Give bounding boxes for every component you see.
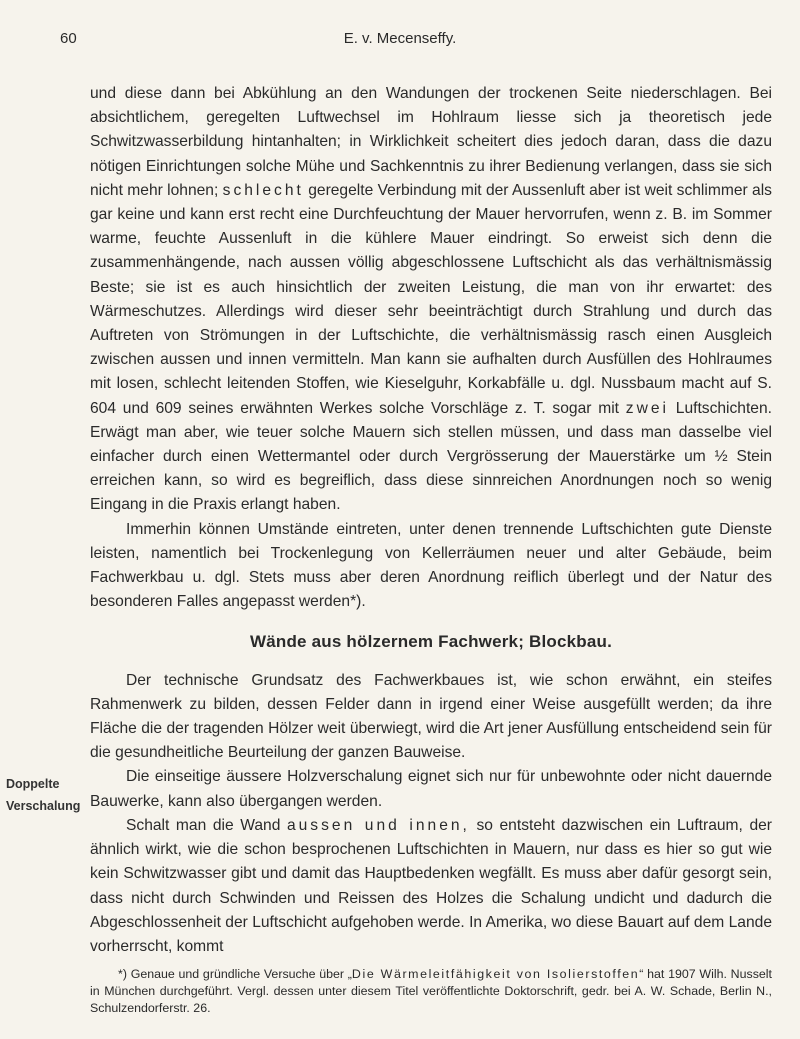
running-title: E. v. Mecenseffy. (343, 30, 457, 47)
page-number: 60 (60, 30, 77, 47)
emphasis-spaced: Die Wärmeleitfähigkeit von Isolierstoffen (351, 967, 640, 981)
margin-note: Doppelte Verschalung (6, 777, 81, 813)
page-header (60, 30, 740, 54)
emphasis-spaced: schlecht (222, 181, 304, 199)
paragraph: Die einseitige äussere Holzverschalung eignet sich nur für unbewohnte oder nicht dauernde Bauwerke, kann also übergangen werden. (90, 768, 772, 810)
paragraph: Schalt man die Wand aussen und innen, so entsteht dazwischen ein Luftraum, der ähnlich wirkt, wie die schon besprochenen Luftschichten in Mauern, nur dass es hier so gut wie kein Schwitzwasser gibt und damit das Hauptbedenken wegfällt. Es muss aber dafür gesorgt sein, dass nicht durch Schwinden und Reissen des Holzes die Schalung undicht und dadurch die Abgeschlossenheit der Luftschicht aufgehoben werde. In Amerika, wo diese Bauart auf dem Lande vorherrscht, kommt (90, 816, 772, 955)
footnote: *) Genaue und gründliche Versuche über „Die Wärmeleitfähigkeit von Isolierstoffen“ hat 1907 Wilh. Nusselt in München durchgeführt. Vergl. dessen unter diesem Titel veröffentlichte Doktorschrift, gedr. bei A. W. Schade, Berlin N., Schulzendorferstr. 26. (90, 967, 772, 1015)
emphasis-spaced: aussen und innen, (286, 816, 470, 834)
paragraph: Immerhin können Umstände eintreten, unter denen trennende Luftschichten gute Dienste leisten, namentlich bei Trockenlegung von Kellerräumen neuer und alter Gebäude, beim Fachwerkbau u. dgl. Stets muss aber deren Anordnung reiflich überlegt und der Natur des besonderen Falles angepasst werden*). (90, 520, 772, 611)
paragraph: und diese dann bei Abkühlung an den Wandungen der trockenen Seite niederschlagen. Bei absichtlichem, geregelten Luftwechsel im Hohlraum liesse sich ja theoretisch jede Schwitzwasserbildung hintanhalten; in Wirklichkeit scheitert dies jedoch daran, dass die dazu nötigen Einrichtungen solche Mühe und Sachkenntnis zu ihrer Bedienung verlangen, dass sie sich nicht mehr lohnen; schlecht geregelte Verbindung mit der Aussenluft aber ist weit schlimmer als gar keine und kann erst recht eine Durchfeuchtung der Mauer hervorrufen, wenn z. B. im Sommer warme, feuchte Aussenluft in die kühlere Mauer eindringt. So erweist sich denn die zusammenhängende, nach aussen völlig abgeschlossene Luftschicht als das verhältnismässig Beste; sie ist es auch hinsichtlich der zweiten Leistung, die man von ihr erwartet: des Wärmeschutzes. Allerdings wird dieser sehr beeinträchtigt durch Strahlung und durch das Auftreten von Strömungen in der Luftschichte, die verhältnismässig rasch einen Ausgleich zwischen aussen und innen vermitteln. Man kann sie aufhalten durch Ausfüllen des Hohlraumes mit losen, schlecht leitenden Stoffen, wie Kieselguhr, Korkabfälle u. dgl. Nussbaum macht auf S. 604 und 609 seines erwähnten Werkes solche Vorschläge z. T. sogar mit zwei Luftschichten. Erwägt man aber, wie teuer solche Mauern sich stellen müssen, und dass man dasselbe viel einfacher durch einen Wettermantel oder durch Vergrösserung der Mauerstärke um ½ Stein erreichen kann, so wird es begreiflich, dass diese sinnreichen Anordnungen noch so wenig Eingang in die Praxis erlangt haben. (90, 85, 772, 514)
paragraph: Der technische Grundsatz des Fachwerkbaues ist, wie schon erwähnt, ein steifes Rahmenwerk zu bilden, dessen Felder dann in irgend einer Weise ausgefüllt werden; da ihre Fläche die der tragenden Hölzer weit überwiegt, wird die Art jener Ausfüllung entscheidend sein für die gesundheitliche Beurteilung der ganzen Bauweise. (90, 671, 772, 762)
section-heading: Wände aus hölzernem Fachwerk; Blockbau. (249, 632, 613, 652)
body-text (90, 82, 772, 959)
emphasis-spaced: zwei (625, 399, 669, 417)
